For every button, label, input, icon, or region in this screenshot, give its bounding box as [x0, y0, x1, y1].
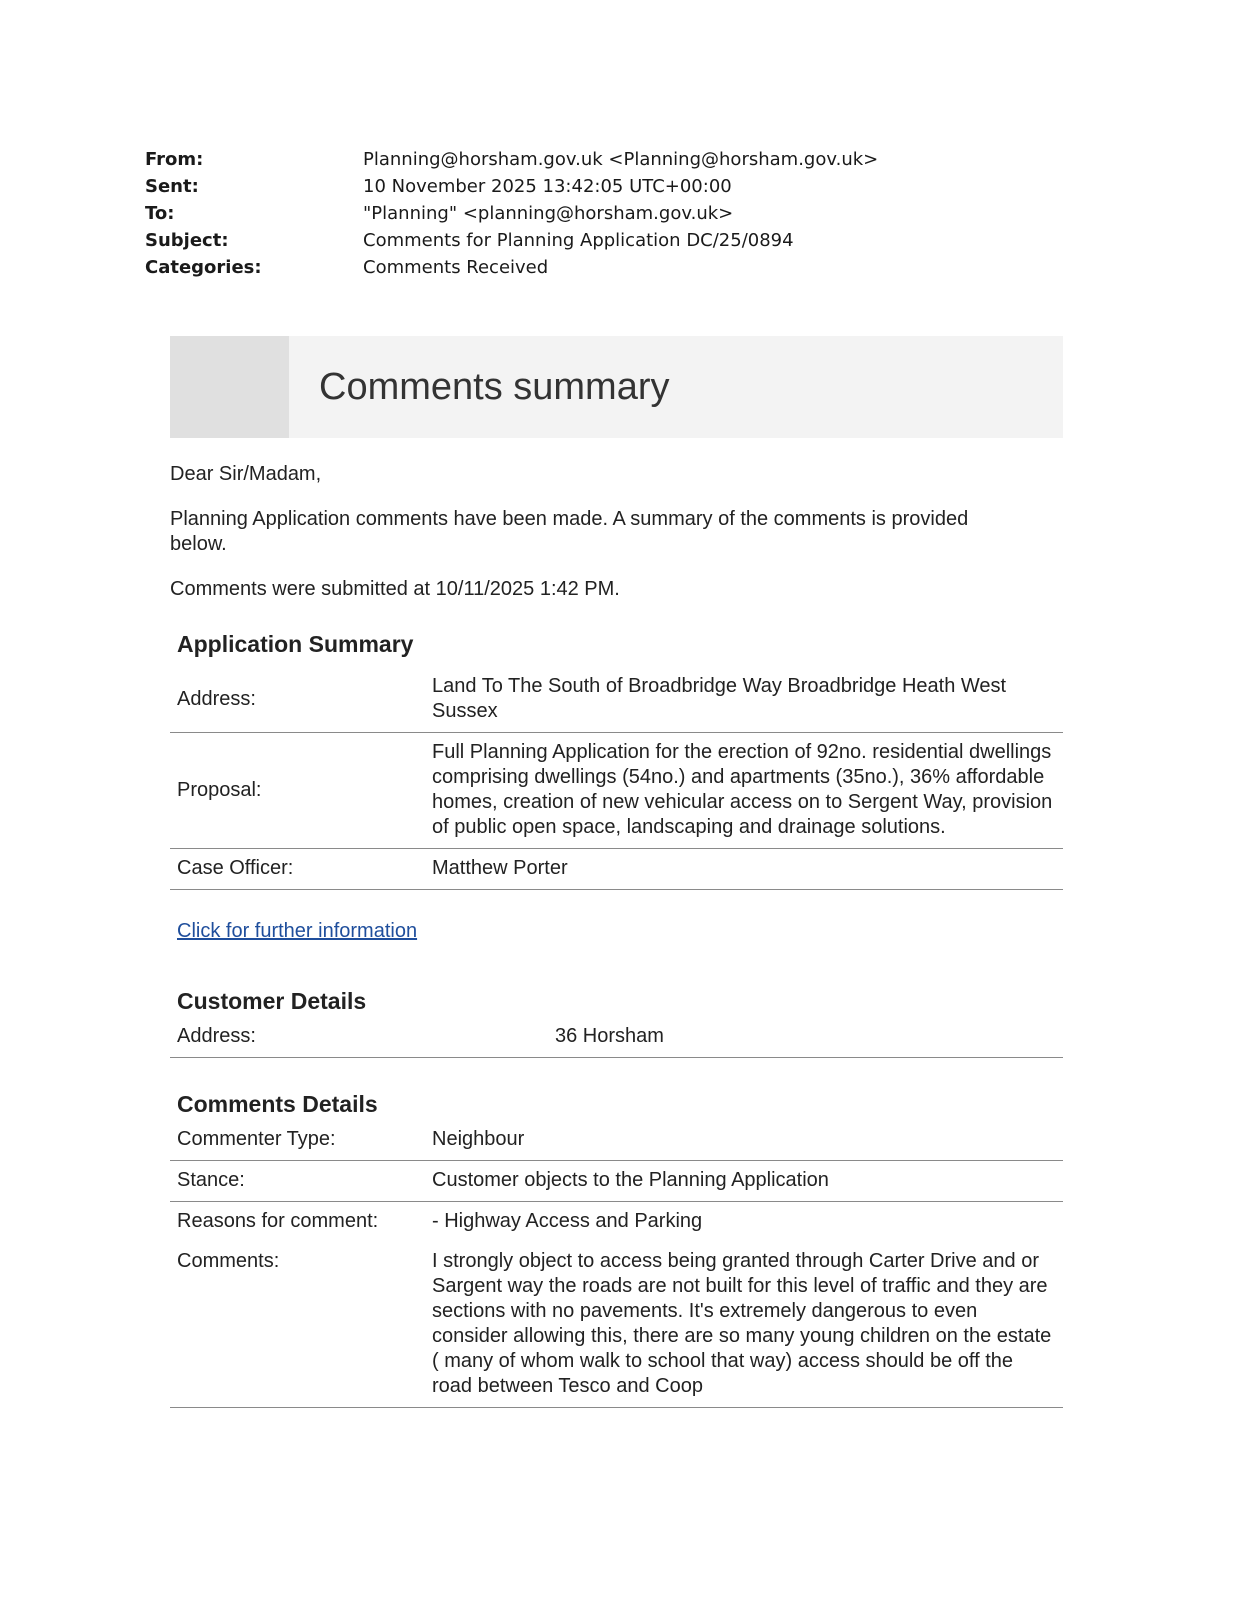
customer-details-table	[170, 1017, 1063, 1058]
to-label: To:	[145, 203, 175, 224]
application-proposal-label: Proposal:	[170, 733, 425, 849]
email-subject-row	[145, 227, 1105, 254]
intro-text: Planning Application comments have been made. A summary of the comments is provided below.	[170, 508, 969, 555]
email-from-row	[145, 146, 1105, 173]
sent-label: Sent:	[145, 176, 199, 197]
stance-label: Stance:	[170, 1161, 425, 1202]
application-summary-title: Application Summary	[177, 631, 414, 657]
reasons-row	[170, 1202, 1063, 1243]
stance-value: Customer objects to the Planning Application	[425, 1161, 1063, 1202]
application-officer-row	[170, 849, 1063, 890]
customer-details-title: Customer Details	[177, 988, 367, 1014]
customer-address-label: Address:	[170, 1017, 548, 1058]
submitted-text: Comments were submitted at 10/11/2025 1:42 PM.	[170, 578, 620, 600]
email-body	[170, 336, 1063, 1408]
reasons-label: Reasons for comment:	[177, 1210, 379, 1232]
greeting: Dear Sir/Madam,	[170, 463, 322, 485]
application-proposal-value: Full Planning Application for the erection of 92no. residential dwellings comprising dwellings (54no.) and apartments (35no.), 36% affordable homes, creation of new vehicular access on to Sergent Way, provision of public open space, landscaping and drainage solutions.	[425, 733, 1063, 849]
to-value: "Planning" <planning@horsham.gov.uk>	[363, 203, 734, 224]
banner-accent-block	[170, 336, 289, 438]
sent-value: 10 November 2025 13:42:05 UTC+00:00	[363, 176, 732, 197]
categories-label: Categories:	[145, 257, 262, 278]
email-header	[145, 146, 1105, 281]
application-address-row	[170, 667, 1063, 733]
application-address-label: Address:	[170, 667, 425, 733]
further-information-link[interactable]: Click for further information	[177, 920, 418, 942]
comments-value: I strongly object to access being granted through Carter Drive and or Sargent way the roads are not built for this level of traffic and they are sections with no pavements. It's extremely dangerous to even consider allowing this, there are so many young children on the estate ( many of whom walk to school that way) access should be off the road between Tesco and Coop	[425, 1242, 1063, 1408]
email-categories-row	[145, 254, 1105, 281]
customer-address-value: 36 Horsham	[548, 1017, 1063, 1058]
comments-label: Comments:	[170, 1242, 425, 1408]
application-summary-table	[170, 667, 1063, 890]
from-label: From:	[145, 149, 204, 170]
case-officer-value: Matthew Porter	[425, 849, 1063, 890]
categories-value: Comments Received	[363, 257, 549, 278]
application-proposal-row	[170, 733, 1063, 849]
comments-row	[170, 1242, 1063, 1408]
subject-label: Subject:	[145, 230, 229, 251]
comments-details-table	[170, 1120, 1063, 1408]
stance-row	[170, 1161, 1063, 1202]
comments-summary-banner	[170, 336, 1063, 438]
commenter-type-row	[170, 1120, 1063, 1161]
comments-details-title: Comments Details	[177, 1091, 378, 1117]
from-value: Planning@horsham.gov.uk <Planning@horsham.gov.uk>	[363, 149, 879, 170]
commenter-type-value: Neighbour	[425, 1120, 1063, 1161]
banner-title: Comments summary	[319, 366, 670, 408]
email-to-row	[145, 200, 1105, 227]
reasons-value: - Highway Access and Parking	[432, 1210, 703, 1232]
subject-value: Comments for Planning Application DC/25/0894	[363, 230, 794, 251]
application-address-value: Land To The South of Broadbridge Way Broadbridge Heath West Sussex	[425, 667, 1063, 733]
customer-address-row	[170, 1017, 1063, 1058]
email-sent-row	[145, 173, 1105, 200]
case-officer-label: Case Officer:	[170, 849, 425, 890]
commenter-type-label: Commenter Type:	[170, 1120, 425, 1161]
